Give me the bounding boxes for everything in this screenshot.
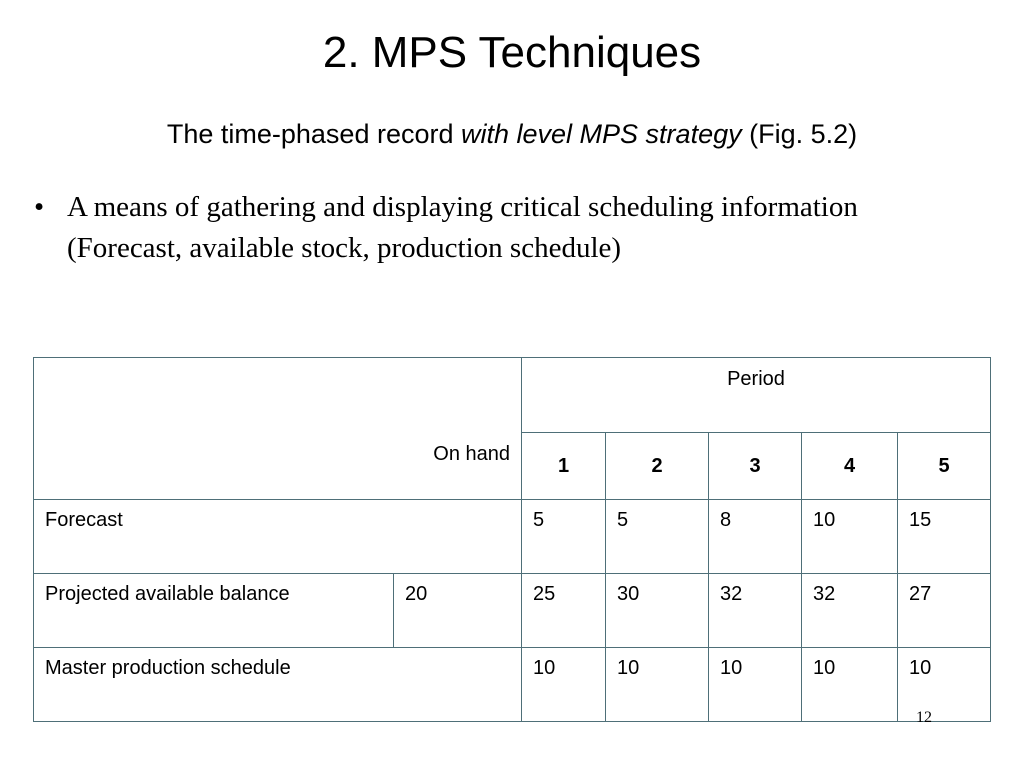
row-label-forecast: Forecast [34,500,522,574]
subtitle-prefix: The time-phased record [166,119,461,149]
page-number: 12 [916,709,932,726]
table-row-projected-available-balance [34,574,991,648]
pab-cell: 32 [709,574,802,648]
pab-cell: 32 [802,574,898,648]
mps-cell: 10 [898,648,991,722]
on-hand-value: 20 [394,574,522,648]
period-4-header: 4 [802,433,898,500]
bullet-symbol: • [34,191,45,223]
forecast-cell: 10 [802,500,898,574]
subtitle-suffix: (Fig. 5.2) [741,119,858,149]
pab-cell: 25 [522,574,606,648]
period-header: Period [522,358,991,433]
subtitle-emphasis: with level MPS strategy [461,119,742,149]
row-label-master-production-schedule: Master production schedule [34,648,522,722]
period-5-header: 5 [898,433,991,500]
table-row-master-production-schedule [34,648,991,722]
pab-cell: 27 [898,574,991,648]
slide-subtitle [0,118,1024,150]
bullet-item [34,187,934,269]
forecast-cell: 15 [898,500,991,574]
bullet-text: A means of gathering and displaying critical scheduling information (Forecast, available stock, production schedule) [67,191,858,264]
period-1-header: 1 [522,433,606,500]
slide-title: 2. MPS Techniques [322,28,702,77]
mps-table [33,357,991,722]
mps-cell: 10 [522,648,606,722]
pab-cell: 30 [606,574,709,648]
mps-cell: 10 [709,648,802,722]
forecast-cell: 5 [522,500,606,574]
table-header-row [34,358,991,433]
on-hand-header: On hand [34,358,522,500]
forecast-cell: 5 [606,500,709,574]
table-row-forecast [34,500,991,574]
mps-cell: 10 [606,648,709,722]
period-2-header: 2 [606,433,709,500]
forecast-cell: 8 [709,500,802,574]
row-label-projected-available-balance: Projected available balance [34,574,394,648]
mps-cell: 10 [802,648,898,722]
period-3-header: 3 [709,433,802,500]
